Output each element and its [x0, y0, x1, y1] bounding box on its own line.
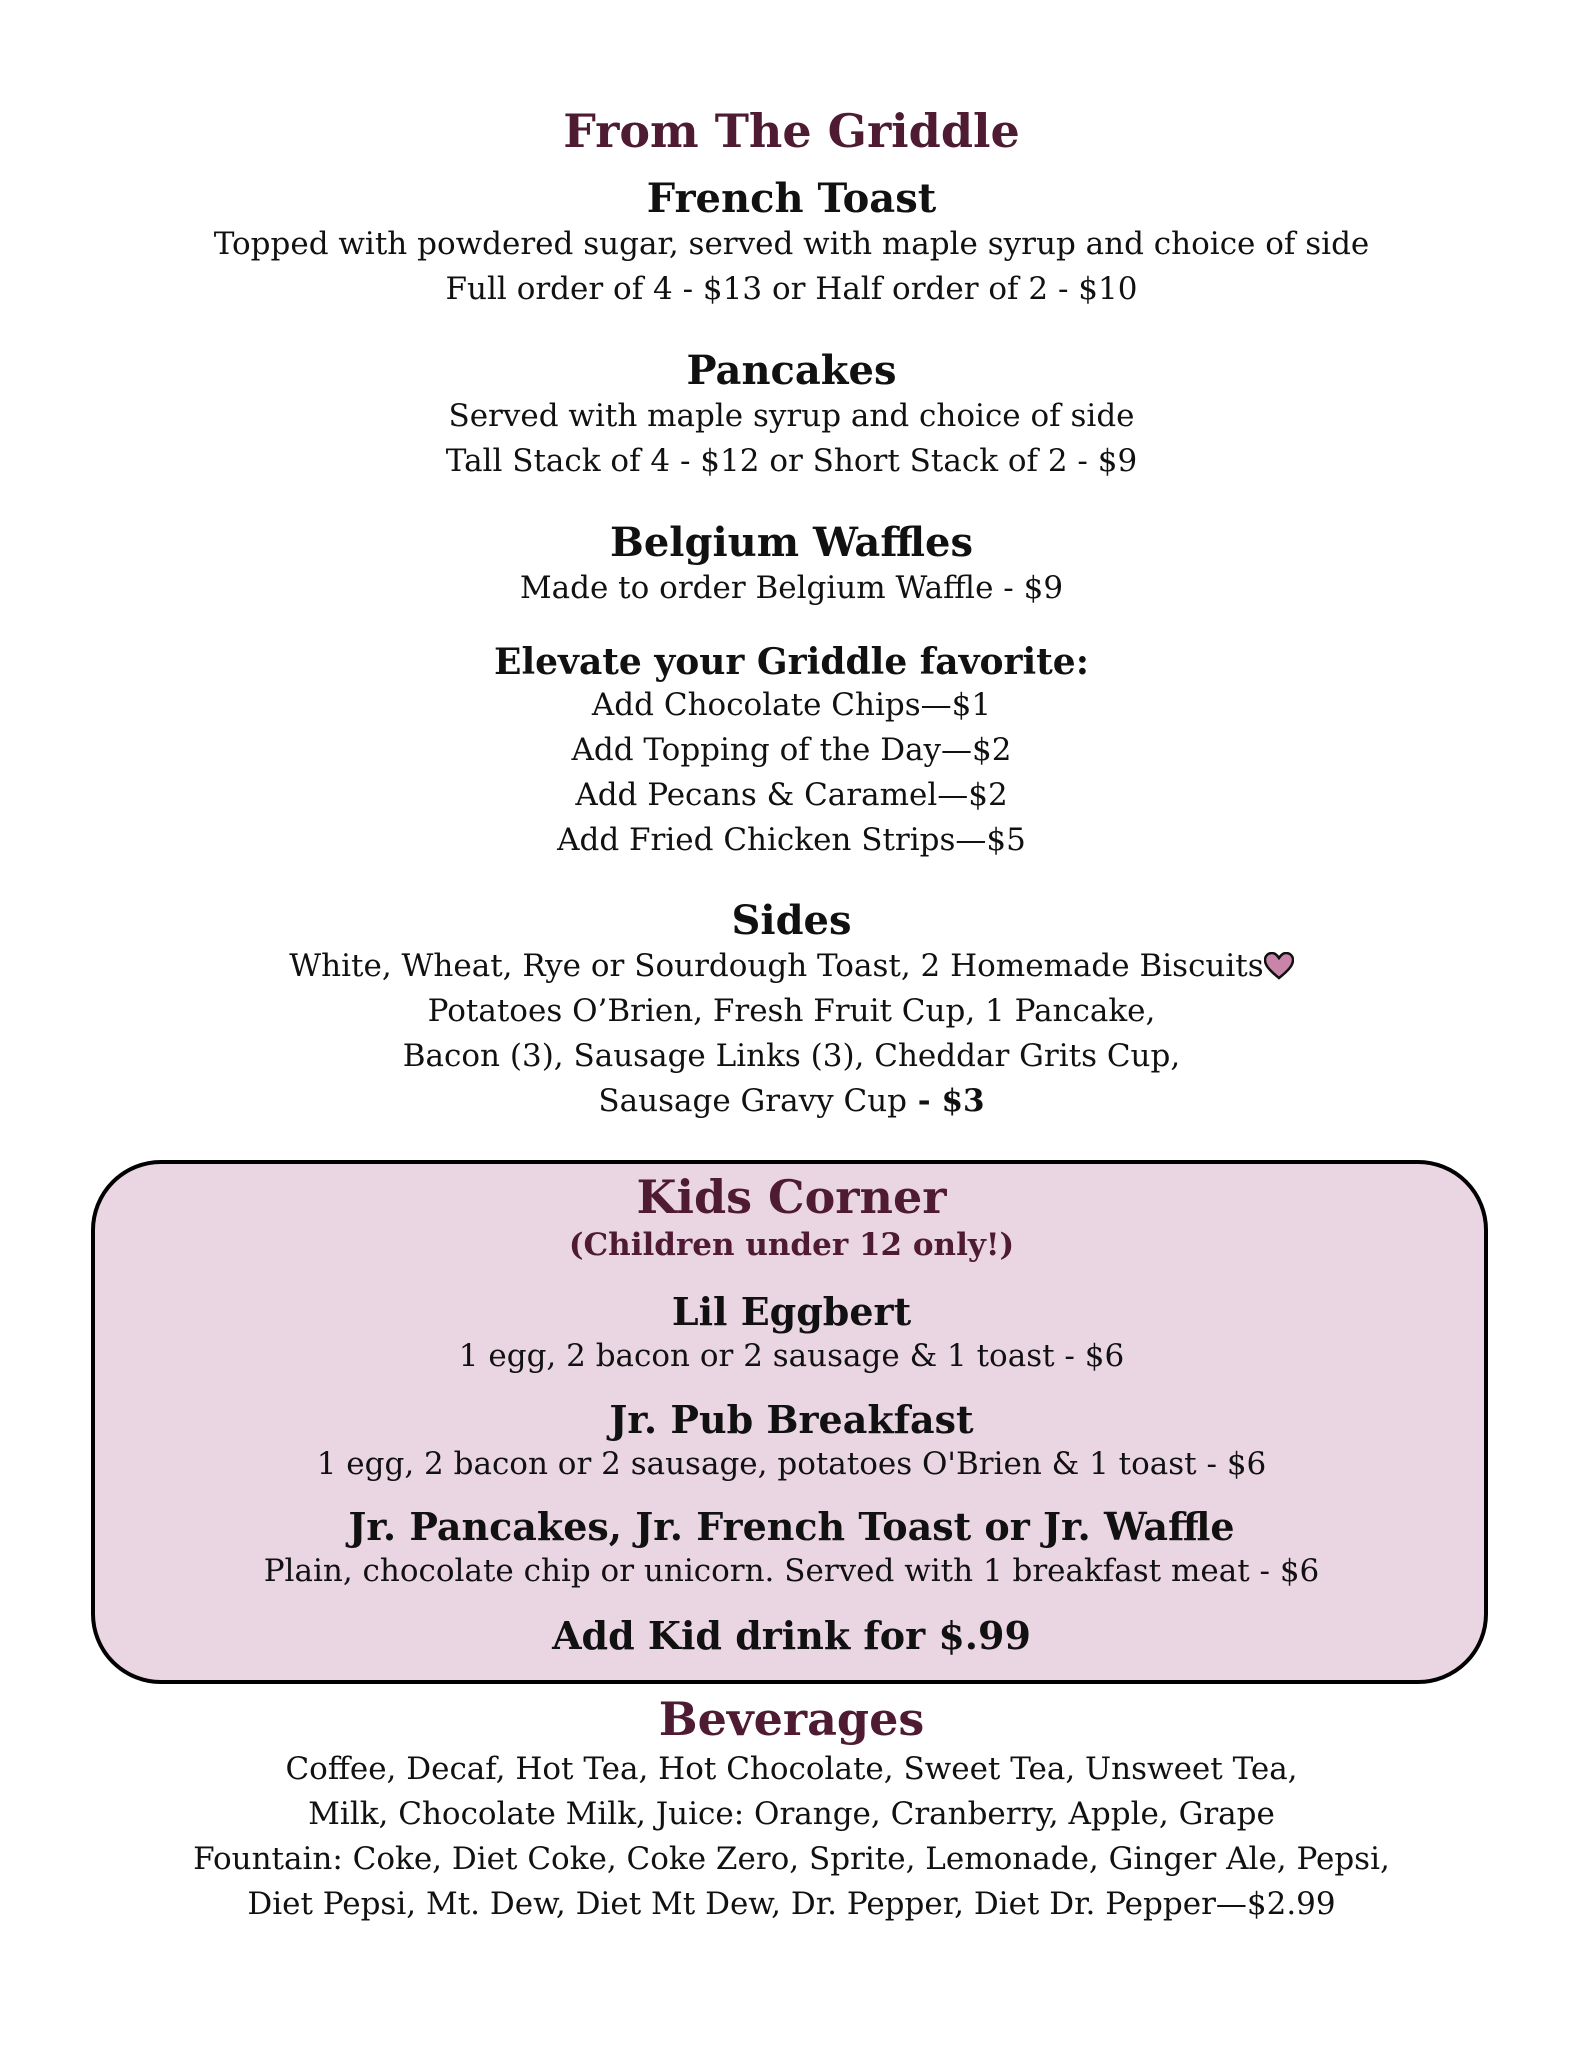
- kids-title: Kids Corner: [636, 1170, 947, 1224]
- kids-item-jr-pancakes: [0, 1505, 1583, 1594]
- kids-corner-section: [0, 1170, 1583, 1265]
- item-price-line: Made to order Belgium Waffle - $9: [519, 570, 1064, 606]
- sides-line-text: Sausage Gravy Cup: [598, 1083, 907, 1119]
- heart-icon: [1264, 948, 1294, 976]
- item-description: Plain, chocolate chip or unicorn. Served with 1 breakfast meat - $6: [263, 1552, 1320, 1589]
- item-title: Lil Eggbert: [671, 1289, 912, 1334]
- beverages-section: [0, 1692, 1583, 1927]
- elevate-line: Add Chocolate Chips—$1: [591, 687, 992, 724]
- item-description: Topped with powdered sugar, served with maple syrup and choice of side: [213, 226, 1370, 262]
- beverages-line: Fountain: Coke, Diet Coke, Coke Zero, Sprite, Lemonade, Ginger Ale, Pepsi,: [193, 1841, 1390, 1878]
- item-title: French Toast: [646, 175, 937, 222]
- elevate-section: [0, 642, 1583, 863]
- kids-item-lil-eggbert: [0, 1290, 1583, 1379]
- menu-item-belgium-waffles: [0, 520, 1583, 611]
- item-title: Jr. Pancakes, Jr. French Toast or Jr. Waffle: [348, 1504, 1235, 1549]
- kids-drink-text: Add Kid drink for $.99: [552, 1613, 1031, 1658]
- beverages-line: Diet Pepsi, Mt. Dew, Diet Mt Dew, Dr. Pepper, Diet Dr. Pepper—$2.99: [247, 1886, 1336, 1923]
- item-price-line: Tall Stack of 4 - $12 or Short Stack of 2 - $9: [445, 443, 1138, 479]
- elevate-line: Add Pecans & Caramel—$2: [575, 777, 1008, 814]
- menu-item-pancakes: [0, 348, 1583, 484]
- item-description: 1 egg, 2 bacon or 2 sausage, potatoes O'Brien & 1 toast - $6: [316, 1445, 1267, 1482]
- sides-line: [0, 944, 1583, 989]
- griddle-section: [0, 104, 1583, 159]
- item-description: 1 egg, 2 bacon or 2 sausage & 1 toast - $6: [458, 1337, 1125, 1374]
- item-description: Served with maple syrup and choice of side: [448, 398, 1135, 434]
- item-price-line: Full order of 4 - $13 or Half order of 2 - $10: [445, 271, 1138, 307]
- sides-line: [0, 1079, 1583, 1124]
- kids-item-jr-pub-breakfast: [0, 1398, 1583, 1487]
- elevate-line: Add Fried Chicken Strips—$5: [557, 822, 1026, 859]
- kids-subtitle: (Children under 12 only!): [568, 1227, 1015, 1264]
- sides-line: Potatoes O’Brien, Fresh Fruit Cup, 1 Pancake,: [427, 993, 1156, 1029]
- sides-title: Sides: [731, 897, 852, 944]
- sides-line-text: White, Wheat, Rye or Sourdough Toast, 2 Homemade Biscuits: [289, 948, 1264, 984]
- menu-item-french-toast: [0, 176, 1583, 312]
- item-title: Belgium Waffles: [610, 519, 973, 566]
- griddle-title: From The Griddle: [563, 104, 1020, 158]
- kids-drink: [0, 1614, 1583, 1658]
- beverages-line: Milk, Chocolate Milk, Juice: Orange, Cranberry, Apple, Grape: [308, 1796, 1275, 1833]
- elevate-title: Elevate your Griddle favorite:: [494, 641, 1089, 683]
- sides-price: - $3: [907, 1083, 985, 1119]
- elevate-line: Add Topping of the Day—$2: [571, 732, 1012, 769]
- beverages-line: Coffee, Decaf, Hot Tea, Hot Chocolate, Sweet Tea, Unsweet Tea,: [285, 1751, 1298, 1788]
- sides-line: Bacon (3), Sausage Links (3), Cheddar Grits Cup,: [402, 1038, 1181, 1074]
- beverages-title: Beverages: [658, 1692, 925, 1746]
- item-title: Pancakes: [686, 347, 897, 394]
- item-title: Jr. Pub Breakfast: [609, 1397, 974, 1442]
- sides-section: [0, 898, 1583, 1124]
